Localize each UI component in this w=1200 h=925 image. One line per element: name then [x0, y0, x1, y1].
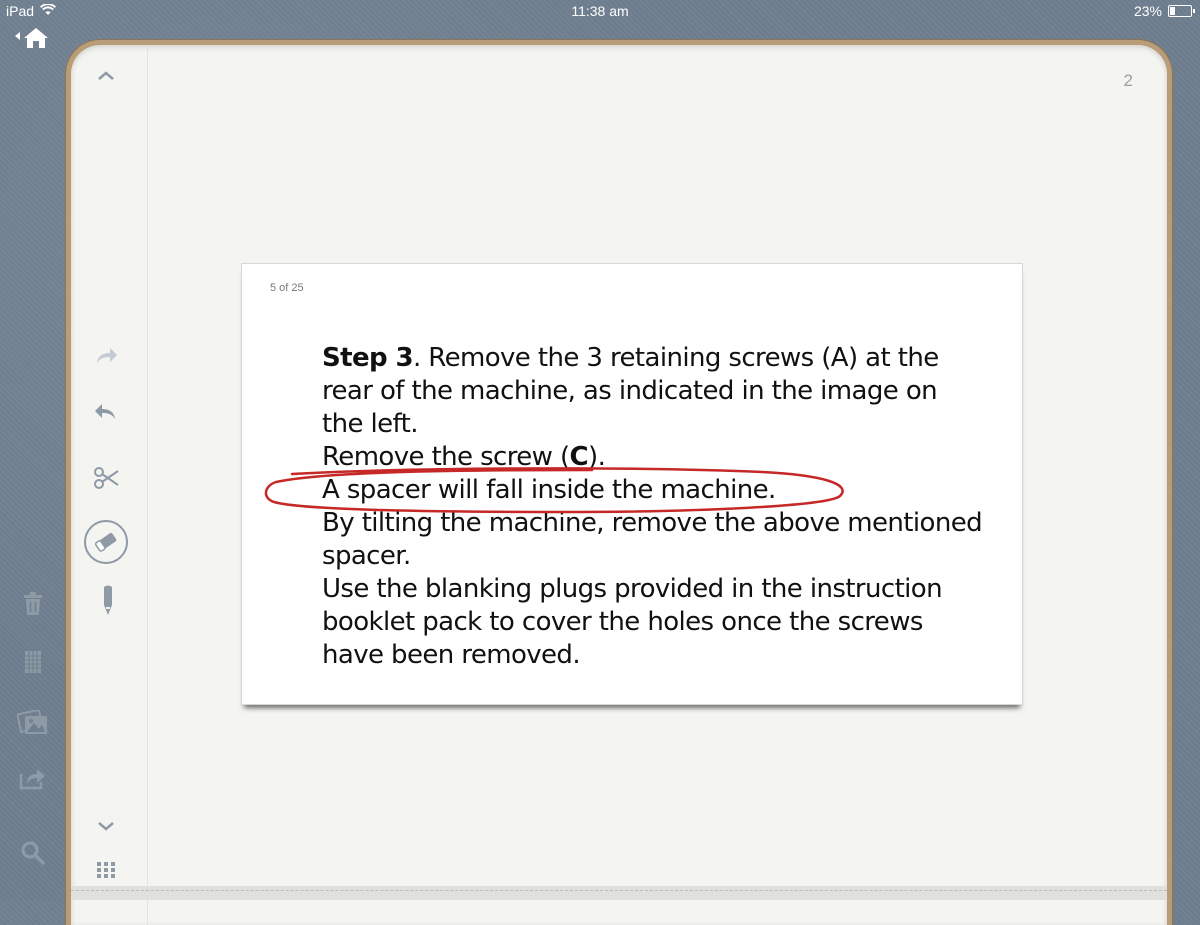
slide-line: Use the blanking plugs provided in the instruction	[322, 574, 942, 604]
slide-line: spacer.	[322, 541, 411, 571]
battery-percent: 23%	[1133, 3, 1162, 19]
slide-image[interactable]	[241, 263, 1023, 705]
chevron-up-icon[interactable]	[92, 66, 120, 86]
slide-counter: 5 of 25	[270, 282, 304, 294]
slide-line-text: ).	[588, 442, 606, 472]
redo-icon[interactable]	[92, 344, 120, 368]
grid-paper-icon[interactable]	[20, 648, 46, 676]
battery-fill	[1170, 7, 1175, 15]
slide-line: the left.	[322, 409, 418, 439]
battery-icon	[1168, 5, 1192, 17]
slide-line	[322, 441, 1002, 474]
share-icon[interactable]	[18, 764, 48, 792]
pen-icon[interactable]	[96, 584, 120, 618]
status-right	[1134, 3, 1192, 19]
screw-label: C	[569, 442, 589, 472]
slide-text	[322, 342, 1002, 672]
trash-icon[interactable]	[20, 590, 46, 618]
slide-line	[322, 342, 1002, 375]
slide-line-text: Remove the screw (	[322, 442, 570, 472]
slide-line-highlighted: A spacer will fall inside the machine.	[322, 475, 776, 505]
eraser-button[interactable]	[84, 520, 128, 564]
status-bar	[0, 0, 1200, 24]
search-icon[interactable]	[18, 838, 48, 868]
slide-line: have been removed.	[322, 640, 580, 670]
image-icon[interactable]	[16, 708, 50, 738]
slide-line: booklet pack to cover the holes once the screws	[322, 607, 923, 637]
undo-icon[interactable]	[92, 400, 120, 424]
slide-line: By tilting the machine, remove the above mentioned	[322, 508, 983, 538]
slide-line-text: . Remove the 3 retaining screws (A) at the	[412, 343, 939, 373]
chevron-down-icon[interactable]	[92, 816, 120, 836]
device-name: iPad	[6, 3, 35, 19]
grid-icon[interactable]	[92, 858, 120, 882]
slide-line: rear of the machine, as indicated in the image on	[322, 376, 938, 406]
eraser-icon	[93, 532, 119, 552]
page-number: 2	[1123, 71, 1133, 90]
step-label: Step 3	[322, 343, 413, 373]
clock: 11:38 am	[571, 3, 629, 19]
home-back-button[interactable]	[14, 26, 54, 50]
scissors-icon[interactable]	[91, 464, 121, 492]
notebook-page-edge	[66, 886, 1172, 900]
